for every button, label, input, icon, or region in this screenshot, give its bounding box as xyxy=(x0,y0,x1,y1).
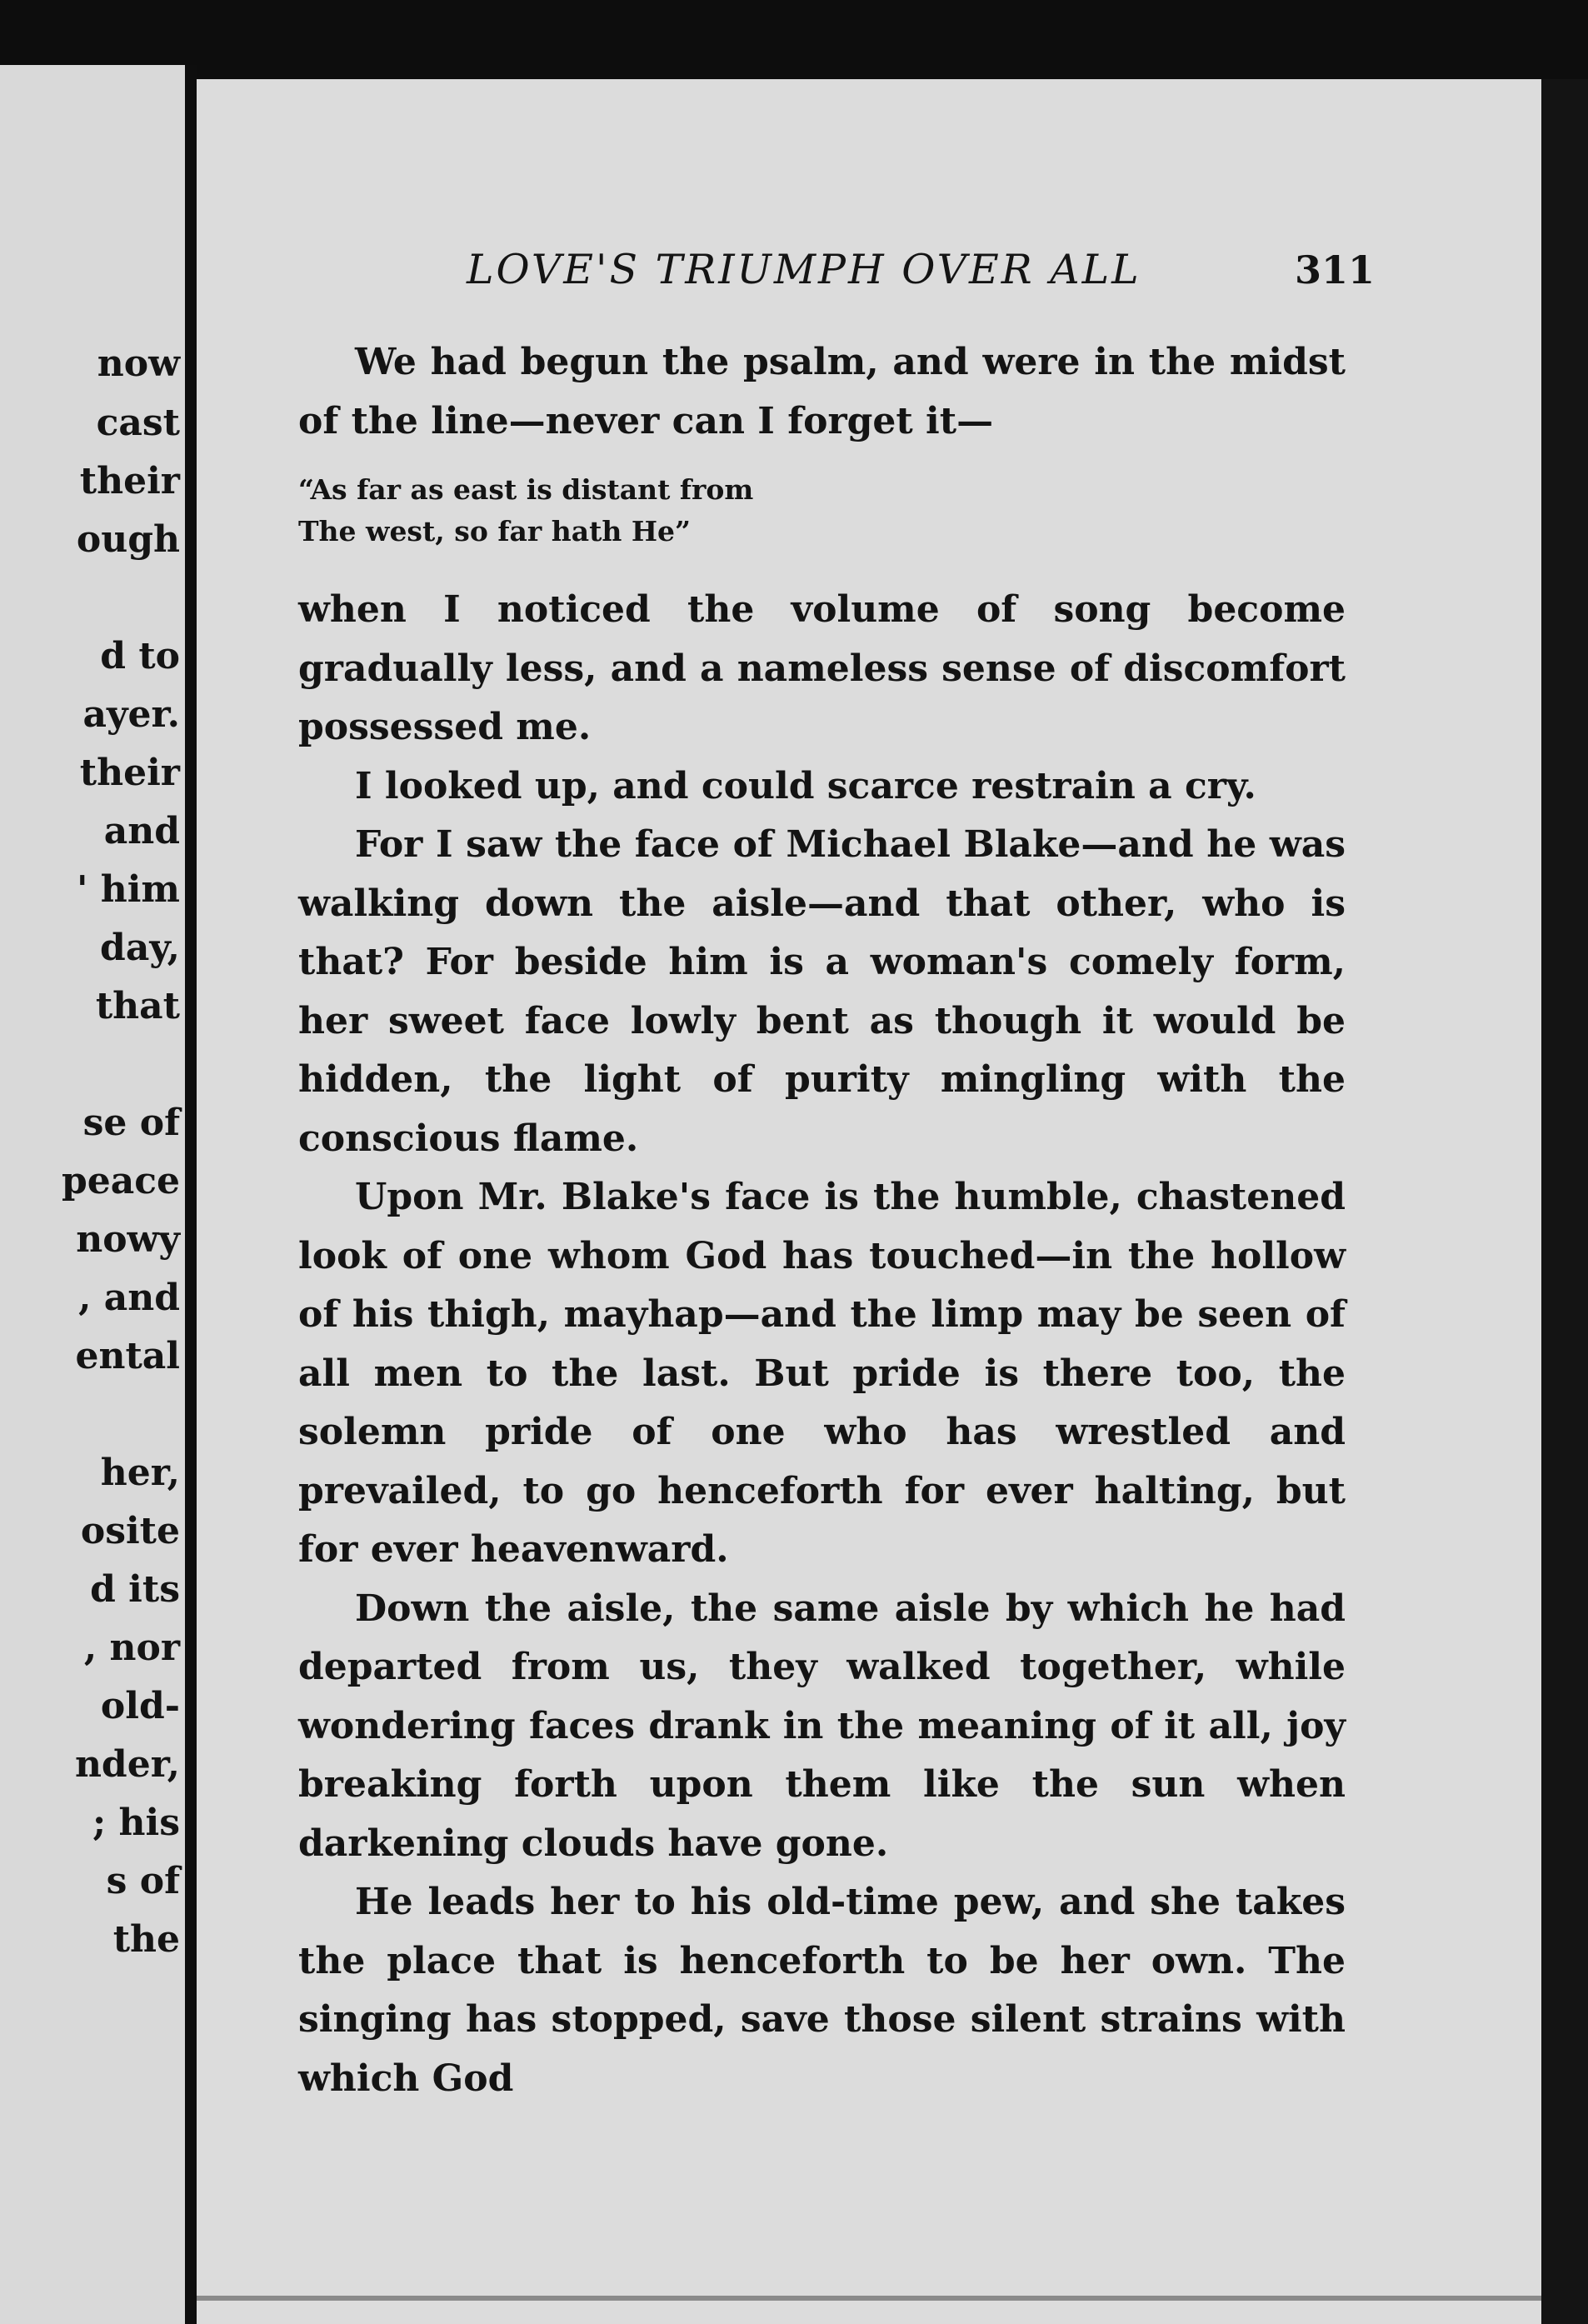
left-page-text-fragment: ayer. xyxy=(82,693,180,736)
left-page-text-fragment: cast xyxy=(96,402,180,444)
paragraph: We had begun the psalm, and were in the midst of the line—never can I forget it— xyxy=(298,341,1346,442)
left-page-text-fragment: nder, xyxy=(74,1743,180,1786)
left-page-text-fragment: osite xyxy=(80,1510,180,1552)
left-page-text-fragment: her, xyxy=(100,1452,180,1494)
book-gutter xyxy=(185,65,197,2324)
left-page-text-fragment: day, xyxy=(100,927,180,969)
page-bottom-edge xyxy=(197,2296,1541,2301)
left-page-text-fragment: and xyxy=(103,810,180,852)
paragraph: Upon Mr. Blake's face is the humble, chastened look of one whom God has touched—in the hollow of his thigh, mayhap—and the limp may be seen of all men to the last. But pride is there too, the solemn pride of one who has wrestled and prevailed, to go henceforth for ever halting, but for ever heavenward. xyxy=(298,1176,1346,1571)
left-page-fragment xyxy=(0,65,185,2324)
running-head: LOVE'S TRIUMPH OVER ALL xyxy=(467,246,1141,293)
paragraph: when I noticed the volume of song become gradually less, and a nameless sense of discomfort possessed me. xyxy=(298,588,1346,748)
left-page-text-fragment: d to xyxy=(100,635,180,677)
verse-line: “As far as east is distant from xyxy=(298,473,754,506)
paragraph: I looked up, and could scarce restrain a cry. xyxy=(355,764,1256,807)
left-page-text-fragment: s of xyxy=(106,1860,180,1902)
left-page-text-fragment: se of xyxy=(82,1102,180,1144)
paragraph: He leads her to his old-time pew, and she takes the place that is henceforth to be her own. The singing has stopped, save those silent strains with which God xyxy=(298,1881,1346,2100)
page-header xyxy=(275,246,1375,296)
verse-quote xyxy=(298,451,1346,581)
verse-line: The west, so far hath He” xyxy=(298,515,692,547)
page-edge-shadow xyxy=(1541,79,1588,2324)
left-page-text-fragment: , and xyxy=(78,1277,180,1319)
left-page-text-fragment: now xyxy=(97,342,180,385)
left-page-text-fragment: ' him xyxy=(76,868,180,911)
left-page-text-fragment: their xyxy=(79,460,180,502)
left-page-text-fragment: d its xyxy=(90,1568,180,1611)
left-page-text-fragment: , nor xyxy=(83,1627,180,1669)
page-body xyxy=(298,333,1346,2108)
paragraph: For I saw the face of Michael Blake—and he was walking down the aisle—and that other, who is that? For beside him is a woman's comely form, her sweet face lowly bent as though it would be hidden, the light of purity mingling with the conscious flame. xyxy=(298,823,1346,1160)
left-page-text-fragment: their xyxy=(79,752,180,794)
left-page-text-fragment: nowy xyxy=(76,1218,180,1261)
left-page-text-fragment: old- xyxy=(100,1685,180,1727)
left-page-text-fragment: the xyxy=(112,1918,180,1961)
page-number: 311 xyxy=(1294,247,1375,292)
left-page-text-fragment: ; his xyxy=(92,1802,180,1844)
left-page-text-fragment: that xyxy=(95,985,180,1027)
left-page-text-fragment: ough xyxy=(76,518,180,561)
left-page-text-fragment: peace xyxy=(61,1160,180,1202)
paragraph: Down the aisle, the same aisle by which he had departed from us, they walked together, while wondering faces drank in the meaning of it all, joy breaking forth upon them like the sun when darkening clouds have gone. xyxy=(298,1587,1346,1865)
left-page-text-fragment: ental xyxy=(75,1335,180,1377)
